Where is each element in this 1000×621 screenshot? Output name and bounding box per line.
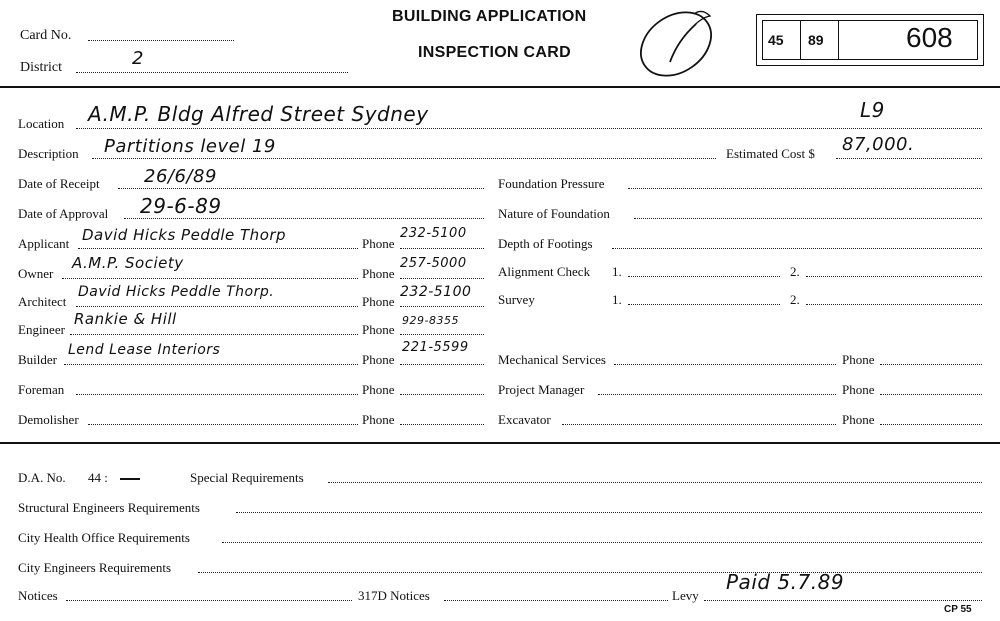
estimated-cost-field[interactable]	[836, 158, 982, 159]
date-receipt-field[interactable]	[118, 188, 484, 189]
reference-year-1: 45	[768, 32, 784, 48]
owner-phone-field[interactable]	[400, 278, 484, 279]
date-receipt-label: Date of Receipt	[18, 176, 100, 191]
form-code: CP 55	[944, 604, 972, 615]
notices-label: Notices	[18, 588, 58, 603]
reference-divider-1	[800, 20, 801, 60]
card-no-label: Card No.	[20, 28, 72, 43]
health-requirements-field[interactable]	[222, 542, 982, 543]
structural-requirements-label: Structural Engineers Requirements	[18, 500, 200, 515]
engineer-label: Engineer	[18, 322, 65, 337]
foundation-pressure-field[interactable]	[628, 188, 982, 189]
depth-footings-label: Depth of Footings	[498, 236, 593, 251]
reference-year-2: 89	[808, 32, 824, 48]
da-no-value: 44 :	[88, 470, 108, 485]
survey-num-1: 1.	[612, 292, 622, 307]
special-requirements-field[interactable]	[328, 482, 982, 483]
district-field[interactable]	[76, 72, 348, 73]
mechanical-services-label: Mechanical Services	[498, 352, 606, 367]
architect-phone-label: Phone	[362, 294, 395, 309]
date-receipt-value: 26/6/89	[144, 166, 217, 187]
project-manager-field[interactable]	[598, 394, 836, 395]
reference-divider-2	[838, 20, 839, 60]
district-value: 2	[132, 48, 144, 69]
project-manager-label: Project Manager	[498, 382, 585, 397]
notices-317d-field[interactable]	[444, 600, 668, 601]
survey-field-1[interactable]	[628, 304, 780, 305]
levy-field[interactable]	[704, 600, 982, 601]
da-no-label: D.A. No.	[18, 470, 66, 485]
engineer-field[interactable]	[70, 334, 358, 335]
date-approval-value: 29-6-89	[140, 194, 222, 218]
applicant-phone-field[interactable]	[400, 248, 484, 249]
foreman-field[interactable]	[76, 394, 358, 395]
applicant-phone-label: Phone	[362, 236, 395, 251]
applicant-label: Applicant	[18, 236, 70, 251]
notices-field[interactable]	[66, 600, 352, 601]
survey-label: Survey	[498, 292, 535, 307]
alignment-num-2: 2.	[790, 264, 800, 279]
excavator-field[interactable]	[562, 424, 836, 425]
owner-value: A.M.P. Society	[72, 254, 184, 272]
builder-field[interactable]	[64, 364, 358, 365]
alignment-check-field-1[interactable]	[628, 276, 780, 277]
demolisher-label: Demolisher	[18, 412, 79, 427]
card-no-field[interactable]	[88, 40, 234, 41]
date-approval-label: Date of Approval	[18, 206, 109, 221]
description-label: Description	[18, 146, 79, 161]
builder-phone-field[interactable]	[400, 364, 484, 365]
applicant-phone: 232-5100	[400, 226, 467, 241]
structural-requirements-field[interactable]	[236, 512, 982, 513]
form-title: BUILDING APPLICATION	[392, 8, 587, 25]
date-approval-field[interactable]	[124, 218, 484, 219]
mechanical-phone-label: Phone	[842, 352, 875, 367]
demolisher-phone-label: Phone	[362, 412, 395, 427]
excavator-label: Excavator	[498, 412, 551, 427]
foreman-phone-field[interactable]	[400, 394, 484, 395]
demolisher-field[interactable]	[88, 424, 358, 425]
architect-phone-field[interactable]	[400, 306, 484, 307]
reference-number: 608	[906, 22, 953, 53]
depth-footings-field[interactable]	[612, 248, 982, 249]
notices-317d-label: 317D Notices	[358, 588, 430, 603]
survey-field-2[interactable]	[806, 304, 982, 305]
alignment-check-label: Alignment Check	[498, 264, 591, 279]
engineer-phone-label: Phone	[362, 322, 395, 337]
builder-phone-label: Phone	[362, 352, 395, 367]
survey-num-2: 2.	[790, 292, 800, 307]
location-field[interactable]	[76, 128, 982, 129]
mechanical-phone-field[interactable]	[880, 364, 982, 365]
applicant-field[interactable]	[78, 248, 358, 249]
demolisher-phone-field[interactable]	[400, 424, 484, 425]
description-value: Partitions level 19	[104, 136, 276, 157]
owner-phone-label: Phone	[362, 266, 395, 281]
mechanical-services-field[interactable]	[614, 364, 836, 365]
location-level: L9	[860, 98, 885, 122]
foreman-label: Foreman	[18, 382, 65, 397]
description-field[interactable]	[92, 158, 716, 159]
special-requirements-label: Special Requirements	[190, 470, 304, 485]
section-rule	[0, 442, 1000, 444]
engineer-value: Rankie & Hill	[74, 310, 177, 328]
estimated-cost-label: Estimated Cost $	[726, 146, 815, 161]
architect-label: Architect	[18, 294, 67, 309]
engineer-phone: 929-8355	[402, 314, 459, 327]
city-engineers-requirements-label: City Engineers Requirements	[18, 560, 172, 575]
foundation-pressure-label: Foundation Pressure	[498, 176, 605, 191]
district-label: District	[20, 60, 62, 75]
location-value: A.M.P. Bldg Alfred Street Sydney	[88, 102, 429, 126]
form-subtitle: INSPECTION CARD	[418, 44, 571, 61]
alignment-num-1: 1.	[612, 264, 622, 279]
health-requirements-label: City Health Office Requirements	[18, 530, 190, 545]
levy-label: Levy	[672, 588, 699, 603]
levy-value: Paid 5.7.89	[726, 570, 845, 594]
alignment-check-field-2[interactable]	[806, 276, 982, 277]
circled-number-mark	[630, 2, 730, 82]
estimated-cost-value: 87,000.	[842, 134, 915, 155]
nature-foundation-label: Nature of Foundation	[498, 206, 610, 221]
owner-phone: 257-5000	[400, 256, 467, 271]
excavator-phone-field[interactable]	[880, 424, 982, 425]
builder-phone: 221-5599	[402, 340, 469, 355]
architect-phone: 232-5100	[400, 284, 472, 300]
da-no-dash	[120, 478, 140, 480]
foreman-phone-label: Phone	[362, 382, 395, 397]
builder-value: Lend Lease Interiors	[68, 342, 221, 358]
nature-foundation-field[interactable]	[634, 218, 982, 219]
engineer-phone-field[interactable]	[400, 334, 484, 335]
project-manager-phone-label: Phone	[842, 382, 875, 397]
project-manager-phone-field[interactable]	[880, 394, 982, 395]
location-label: Location	[18, 116, 65, 131]
architect-value: David Hicks Peddle Thorp.	[78, 284, 275, 300]
applicant-value: David Hicks Peddle Thorp	[82, 226, 287, 244]
owner-field[interactable]	[62, 278, 358, 279]
city-engineers-requirements-field[interactable]	[198, 572, 982, 573]
header-rule	[0, 86, 1000, 88]
builder-label: Builder	[18, 352, 57, 367]
excavator-phone-label: Phone	[842, 412, 875, 427]
architect-field[interactable]	[76, 306, 358, 307]
owner-label: Owner	[18, 266, 54, 281]
